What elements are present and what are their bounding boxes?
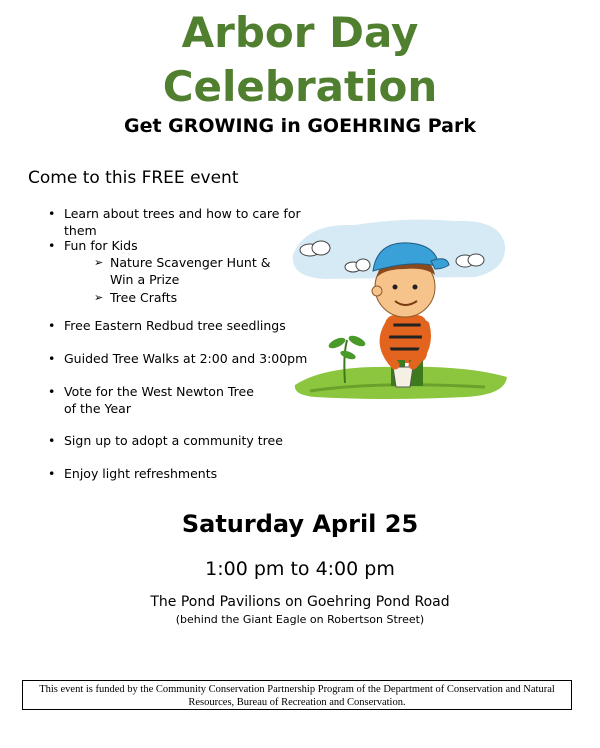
list-item: [48, 317, 318, 334]
bullet-icon: •: [48, 238, 56, 253]
list-item: [48, 350, 318, 367]
arrow-bullet-icon: ➢: [94, 256, 104, 269]
bullet-icon: •: [48, 433, 56, 448]
bullet-icon: •: [48, 384, 56, 399]
list-item: [48, 465, 318, 482]
event-date: Saturday April 25: [181, 510, 419, 538]
event-location: The Pond Pavilions on Goehring Pond Road: [150, 594, 450, 610]
list-item-text: Enjoy light refreshments: [64, 466, 218, 481]
arrow-bullet-icon: ➢: [94, 291, 104, 304]
bullet-icon: •: [48, 206, 56, 221]
list-item: [48, 383, 263, 417]
event-location-note: (behind the Giant Eagle on Robertson Street): [175, 613, 425, 626]
sub-list-item-text: Tree Crafts: [110, 290, 178, 305]
bullet-icon: •: [48, 351, 56, 366]
list-item-text: Fun for Kids: [64, 238, 138, 253]
list-item: [48, 205, 318, 239]
bullet-icon: •: [48, 318, 56, 333]
list-item-text: Vote for the West Newton Tree of the Year: [64, 384, 254, 416]
funding-notice: This event is funded by the Community Conservation Partnership Program of the Department of Conservation and Natural Resources, Bureau of Recreation and Conservation.: [22, 680, 572, 710]
sub-list-item: [94, 289, 284, 306]
title-line-2: Celebration: [162, 62, 438, 111]
intro-heading: Come to this FREE event: [28, 168, 239, 188]
boy-planting-tree-icon: [285, 215, 510, 410]
list-item-text: Learn about trees and how to care for them: [64, 206, 301, 238]
subtitle: Get GROWING in GOEHRING Park: [123, 115, 477, 137]
title-line-1: Arbor Day: [181, 8, 419, 57]
list-item-text: Sign up to adopt a community tree: [64, 433, 283, 448]
sub-list-item-text: Nature Scavenger Hunt & Win a Prize: [110, 255, 271, 287]
list-item: [48, 237, 318, 254]
event-time: 1:00 pm to 4:00 pm: [205, 558, 395, 580]
list-item: [48, 432, 318, 449]
list-item-text: Guided Tree Walks at 2:00 and 3:00pm: [64, 351, 308, 366]
list-item-text: Free Eastern Redbud tree seedlings: [64, 318, 286, 333]
bullet-icon: •: [48, 466, 56, 481]
sub-list-item: [94, 254, 284, 288]
